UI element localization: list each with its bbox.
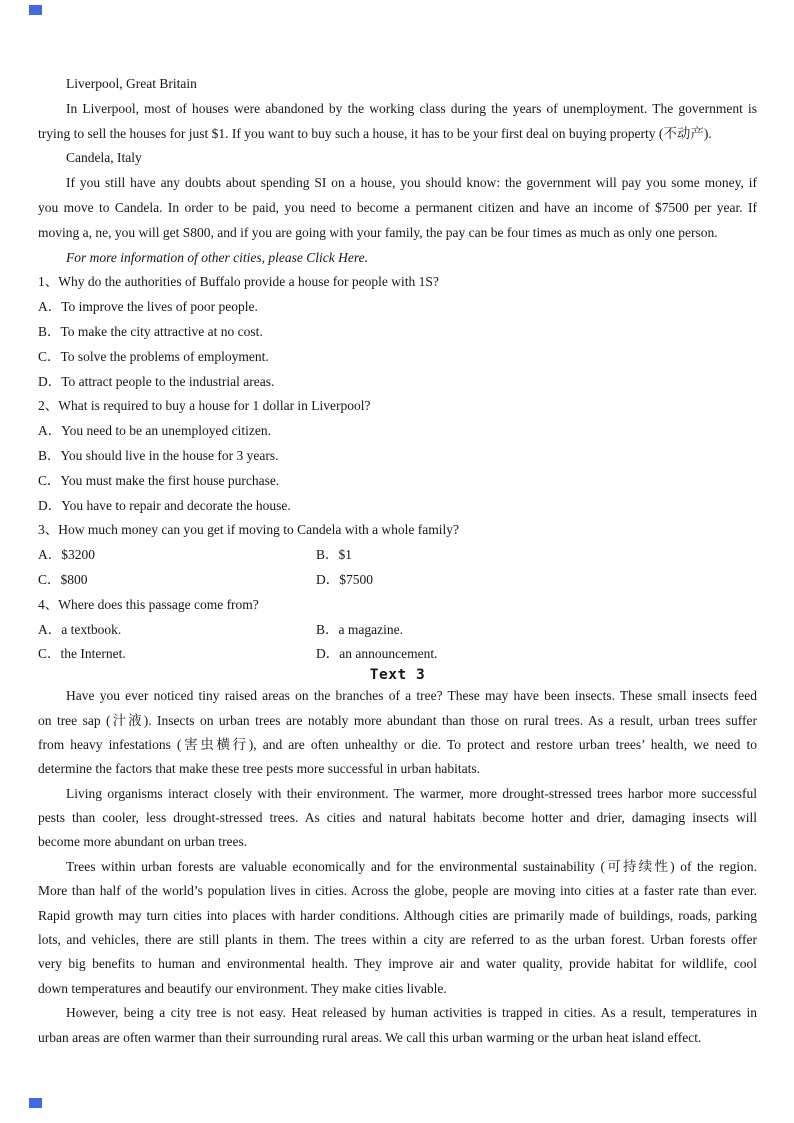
option-right: B．a magazine. xyxy=(316,621,403,637)
question-4: 4、Where does this passage come from? xyxy=(38,596,259,612)
text-line: from heavy infestations (害虫横行), and are often unhealthy or die. To protect and restore urban trees’ health, we need to xyxy=(38,736,757,752)
text-line: Trees within urban forests are valuable economically and for the environmental sustainability (可持续性) of the region. xyxy=(66,858,757,874)
passage1-subheading-liverpool: Liverpool, Great Britain xyxy=(66,76,197,91)
question-3-options-cd xyxy=(38,568,757,593)
option-right: D．an announcement. xyxy=(316,646,438,662)
question-4-options-ab xyxy=(38,618,757,643)
question-2: 2、What is required to buy a house for 1 dollar in Liverpool? xyxy=(38,398,371,414)
text-line: Have you ever noticed tiny raised areas on the branches of a tree? These may have been insects. These small insects feed xyxy=(66,688,757,704)
option-left: A．a textbook. xyxy=(38,621,122,637)
text-line: lots, and vehicles, there are still plants in them. The trees within a city are referred to as the urban forest. Urban forests offer xyxy=(38,932,757,948)
option-left: A．$3200 xyxy=(38,547,95,563)
question-2-option-c: C．You must make the first house purchase. xyxy=(38,472,280,488)
text-line: More than half of the world’s population lives in cities. Across the globe, people are moving into cities at a faster rate than ever. xyxy=(38,883,757,899)
text-line: become more abundant on urban trees. xyxy=(38,834,248,850)
question-1-option-d: D．To attract people to the industrial areas. xyxy=(38,373,275,389)
question-1-option-a: A．To improve the lives of poor people. xyxy=(38,299,258,315)
question-1: 1、Why do the authorities of Buffalo provide a house for people with 1S? xyxy=(38,274,439,290)
passage-text-3 xyxy=(38,684,757,1050)
text-line: moving a, ne, you will get S800, and if you are going with your family, the pay can be four times as much as only one person. xyxy=(38,224,718,240)
text-line: Living organisms interact closely with their environment. The warmer, more drought-stressed trees harbor more successful xyxy=(66,785,757,801)
question-1-option-c: C．To solve the problems of employment. xyxy=(38,348,269,364)
question-2-option-d: D．You have to repair and decorate the house. xyxy=(38,497,291,513)
text-line: trying to sell the houses for just $1. If you want to buy such a house, it has to be your first deal on buying property (不动产). xyxy=(38,125,712,141)
more-info-click-here-line: For more information of other cities, please Click Here. xyxy=(66,249,368,265)
blue-corner-mark-top-left xyxy=(29,5,42,15)
text-3-heading: Text 3 xyxy=(369,667,426,684)
text-line: In Liverpool, most of houses were abandoned by the working class during the years of unemployment. The government is xyxy=(66,100,757,116)
text-line: you move to Candela. In order to be paid, you need to become a permanent citizen and have an income of $7500 per year. If xyxy=(38,199,757,215)
passage-1-and-questions xyxy=(38,72,757,667)
text-line: urban areas are often warmer than their surrounding rural areas. We call this urban warming or the urban heat island effect. xyxy=(38,1029,702,1045)
text-line: However, being a city tree is not easy. Heat released by human activities is trapped in cities. As a result, temperatures in xyxy=(66,1005,757,1021)
option-left: C．the Internet. xyxy=(38,646,126,662)
question-3-options-ab xyxy=(38,543,757,568)
text-line: pests than cooler, less drought-stressed trees. As cities and natural habitats become hotter and drier, damaging insects will xyxy=(38,810,757,826)
text-line: on tree sap (汁液). Insects on urban trees are notably more abundant than those on rural trees. As a result, urban trees suffer xyxy=(38,712,757,728)
question-4-options-cd xyxy=(38,642,757,667)
question-2-option-a: A．You need to be an unemployed citizen. xyxy=(38,423,271,439)
option-right: B．$1 xyxy=(316,547,353,563)
option-right: D．$7500 xyxy=(316,571,373,587)
question-3: 3、How much money can you get if moving to Candela with a whole family? xyxy=(38,522,460,538)
blue-corner-mark-bottom-left xyxy=(29,1098,42,1108)
option-left: C．$800 xyxy=(38,571,88,587)
text-line: determine the factors that make these tree pests more successful in urban habitats. xyxy=(38,761,480,777)
text-line: very big benefits to human and environmental health. They improve air and water quality, provide habitat for wildlife, cool xyxy=(38,956,757,972)
passage1-subheading-candela: Candela, Italy xyxy=(66,150,142,166)
text-line: Rapid growth may turn cities into places with harder conditions. Although cities are primarily made of buildings, roads, parking xyxy=(38,907,757,923)
page-content xyxy=(38,72,757,1050)
question-1-option-b: B．To make the city attractive at no cost. xyxy=(38,323,263,339)
text-line: down temperatures and beautify our environment. They make cities livable. xyxy=(38,980,447,996)
question-2-option-b: B．You should live in the house for 3 years. xyxy=(38,447,279,463)
text-line: If you still have any doubts about spending SI on a house, you should know: the government will pay you some money, if xyxy=(66,175,757,191)
